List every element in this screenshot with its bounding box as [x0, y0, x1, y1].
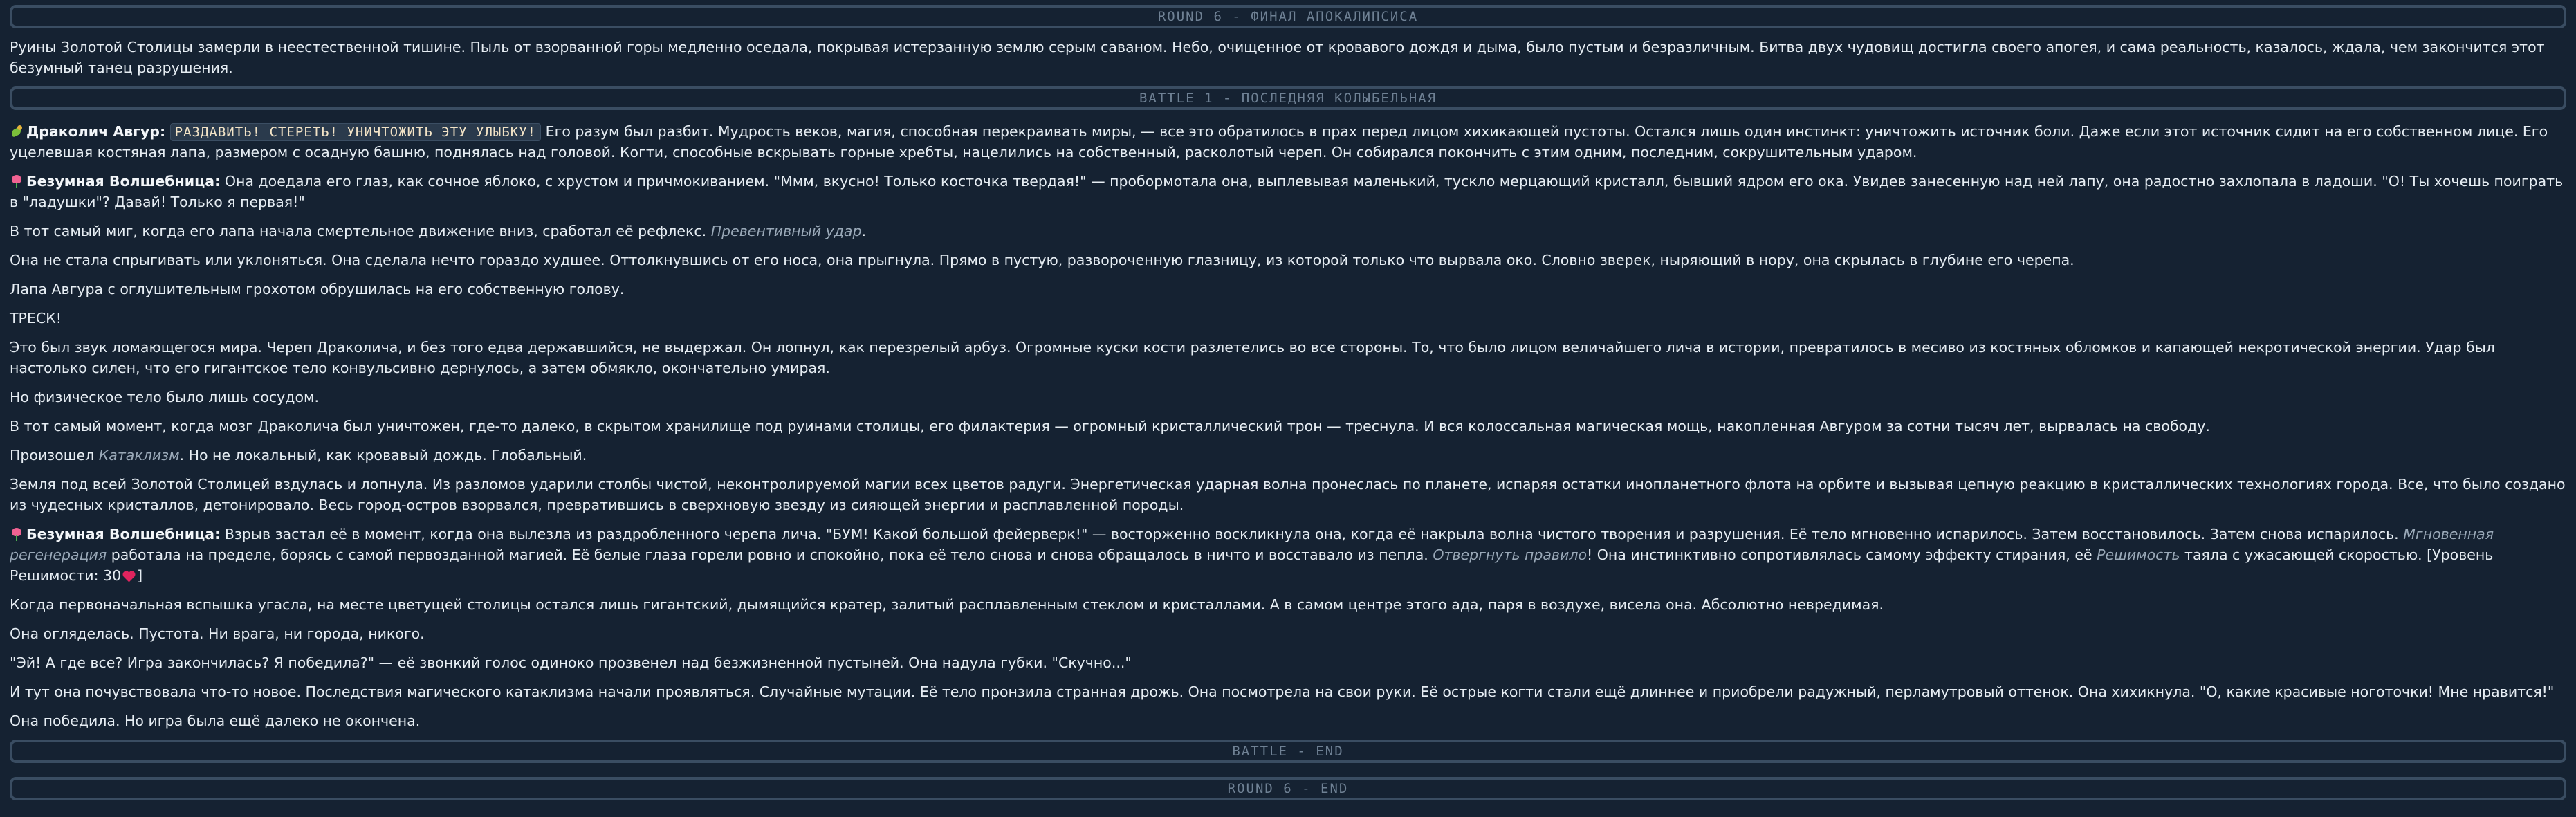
ability-name: Отвергнуть правило [1433, 547, 1587, 563]
narration-text: В тот самый миг, когда его лапа начала смертельное движение вниз, сработал её рефлекс. [10, 223, 707, 239]
ability-name: Мгновенная регенерация [10, 526, 2494, 563]
ability-name: Превентивный удар [710, 223, 862, 239]
speaker-name: Безумная Волшебница: [26, 173, 221, 190]
narration-paragraph: Она огляделась. Пустота. Ни врага, ни города, никого. [10, 625, 425, 642]
narration-paragraph: В тот самый момент, когда мозг Драколича был уничтожен, где-то далеко, в скрытом хранилище под руинами столицы, его филактерия — огромный кристаллический трон — треснула. И вся колоссальная магическая мощь, накопленная Авгуром за сотни тысяч лет, вырвалась на свободу. [10, 418, 2210, 434]
speaker-name: Безумная Волшебница: [26, 526, 221, 542]
turn-text: таяла с ужасающей скоростью. [Уровень Решимости: 30 [10, 547, 2494, 584]
flower-icon [10, 174, 24, 188]
ability-name: Решимость [2097, 547, 2180, 563]
dragon-icon [10, 125, 24, 138]
narration-paragraph [10, 445, 2566, 466]
narration-paragraph [10, 221, 2566, 241]
dracolich-turn [10, 121, 2566, 163]
shout-text: РАЗДАВИТЬ! СТЕРЕТЬ! УНИЧТОЖИТЬ ЭТУ УЛЫБКУ! [170, 123, 541, 141]
turn-text: работала на пределе, борясь с самой первозданной магией. Её белые глаза горели ровно и спокойно, пока её тело снова и снова обращалось в ничто и восставало из пепла. [111, 547, 1428, 563]
flower-icon [10, 527, 24, 541]
sorceress-turn [10, 524, 2566, 586]
turn-text: Его разум был разбит. Мудрость веков, магия, способная перекраивать миры, — все это обратилось в прах перед лицом хихикающей пустоты. Остался лишь один инстинкт: уничтожить источник боли. Даже если этот источник сидит на его собственном лице. Его уцелевшая костяная лапа, размером с осадную башню, поднялась над головой. Когти, способные вскрывать горные хребты, нацелились на собственный, расколотый череп. Он собирался покончить с этим одним, последним, сокрушительным ударом. [10, 123, 2548, 160]
battle-start-banner: BATTLE 1 - ПОСЛЕДНЯЯ КОЛЫБЕЛЬНАЯ [10, 86, 2566, 110]
narration-text: . Но не локальный, как кровавый дождь. Глобальный. [179, 447, 587, 463]
heart-icon [122, 570, 136, 582]
battle-end-banner: BATTLE - END [10, 740, 2566, 763]
narration-paragraph: Когда первоначальная вспышка угасла, на месте цветущей столицы остался лишь гигантский, дымящийся кратер, залитый расплавленным стеклом и кристаллами. А в самом центре этого ада, паря в воздухе, висела она. Абсолютно невредимая. [10, 596, 1884, 613]
sound-effect: ТРЕСК! [10, 310, 62, 327]
sorceress-turn [10, 171, 2566, 212]
speaker-name: Драколич Авгур: [26, 123, 166, 140]
narration-paragraph: Лапа Авгура с оглушительным грохотом обрушилась на его собственную голову. [10, 281, 625, 297]
narration-paragraph: Это был звук ломающегося мира. Череп Драколича, и без того едва державшийся, не выдержал. Он лопнул, как перезрелый арбуз. Огромные куски кости разлетелись во все стороны. То, что было лицом величайшего лича в истории, превратилось в месиво из костяных обломков и капающей некротической энергии. Удар был настолько силен, что его гигантское тело конвульсивно дернулось, а затем обмякло, окончательно умирая. [10, 339, 2495, 376]
punctuation: . [861, 223, 867, 239]
round-start-banner: ROUND 6 - ФИНАЛ АПОКАЛИПСИСА [10, 5, 2566, 28]
turn-text: Взрыв застал её в момент, когда она вылезла из раздробленного черепа лича. "БУМ! Какой большой фейерверк!" — восторженно воскликнула она, когда её накрыла волна чистого творения и разрушения. Её тело мгновенно испарилось. Затем восстановилось. Затем снова испарилось. [224, 526, 2399, 542]
narration-paragraph: "Эй! А где все? Игра закончилась? Я победила?" — её звонкий голос одиноко прозвенел над безжизненной пустыней. Она надула губки. "Скучно..." [10, 654, 1132, 671]
narration-paragraph: Земля под всей Золотой Столицей вздулась и лопнула. Из разломов ударили столбы чистой, неконтролируемой магии всех цветов радуги. Энергетическая ударная волна пронеслась по планете, испаряя остатки инопланетного флота на орбите и вызывая цепную реакцию в кристаллических технологиях города. Все, что было создано из чудесных кристаллов, детонировало. Весь город-остров взорвался, превратившись в сверхновую звезду из сияющей энергии и расплавленной породы. [10, 476, 2566, 513]
narration-paragraph: Но физическое тело было лишь сосудом. [10, 389, 319, 405]
narration-paragraph: Она победила. Но игра была ещё далеко не окончена. [10, 713, 421, 729]
turn-text: Она доедала его глаз, как сочное яблоко, с хрустом и причмокиванием. "Ммм, вкусно! Только косточка твердая!" — пробормотала она, выплевывая маленький, тускло мерцающий кристалл, бывший ядром его ока. Увидев занесенную над ней лапу, она радостно захлопала в ладоши. "О! Ты хочешь поиграть в "ладушки"? Давай! Только я первая!" [10, 173, 2564, 210]
turn-text: ] [137, 567, 143, 584]
ability-name: Катаклизм [98, 447, 180, 463]
narration-paragraph: Она не стала спрыгивать или уклоняться. Она сделала нечто гораздо худшее. Оттолкнувшись от его носа, она прыгнула. Прямо в пустую, развороченную глазницу, из которой только что вырвала око. Словно зверек, ныряющий в нору, она скрылась в глубине его черепа. [10, 252, 2074, 268]
intro-paragraph: Руины Золотой Столицы замерли в неестественной тишине. Пыль от взорванной горы медленно оседала, покрывая истерзанную землю серым саваном. Небо, очищенное от кровавого дождя и дыма, было пустым и безразличным. Битва двух чудовищ достигла своего апогея, и сама реальность, казалось, ждала, чем закончится этот безумный танец разрушения. [10, 39, 2545, 76]
narration-text: Произошел [10, 447, 95, 463]
turn-text: ! Она инстинктивно сопротивлялась самому эффекту стирания, её [1587, 547, 2092, 563]
round-end-banner: ROUND 6 - END [10, 777, 2566, 800]
narration-paragraph: И тут она почувствовала что-то новое. Последствия магического катаклизма начали проявляться. Случайные мутации. Её тело пронзила странная дрожь. Она посмотрела на свои руки. Её острые когти стали ещё длиннее и приобрели радужный, перламутровый оттенок. Она хихикнула. "О, какие красивые ноготочки! Мне нравится!" [10, 683, 2555, 700]
